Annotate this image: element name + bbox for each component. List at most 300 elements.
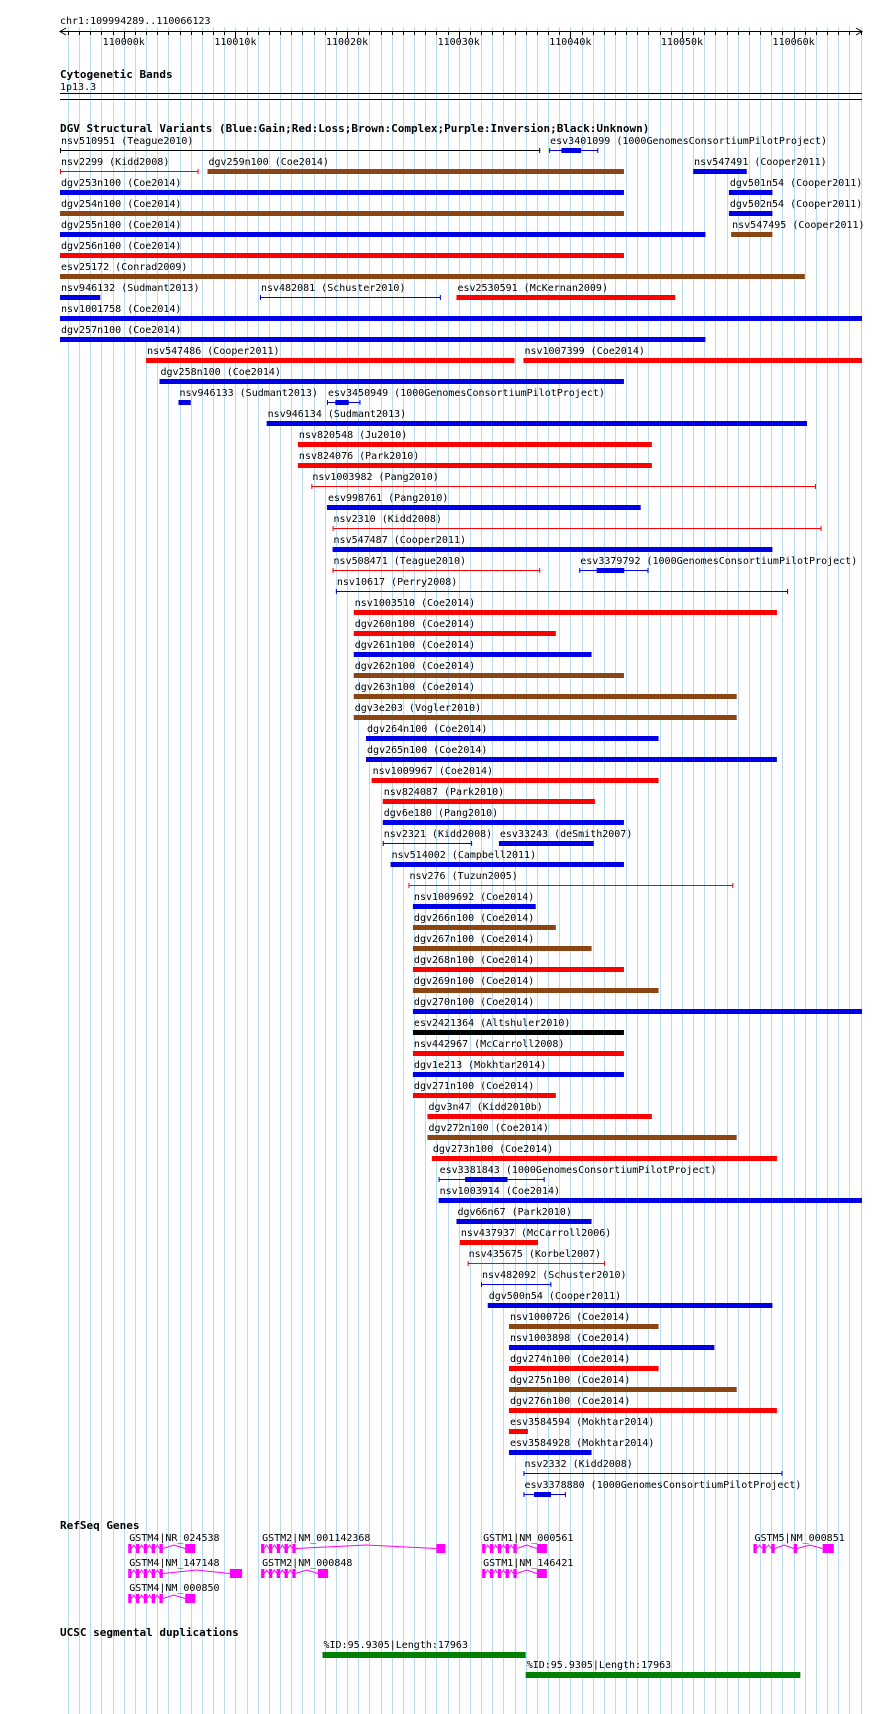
variant-label: dgv261n100 (Coe2014) bbox=[354, 640, 476, 651]
variant-label: nsv437937 (McCarroll2006) bbox=[460, 1228, 612, 1239]
gene-exon bbox=[185, 1544, 195, 1553]
variant-bar bbox=[731, 232, 772, 237]
gene-label: GSTM2|NM_001142368 bbox=[262, 1533, 371, 1544]
variant-feature bbox=[333, 535, 773, 552]
variant-label: nsv547495 (Cooper2011) bbox=[732, 220, 865, 231]
variant-label: nsv2310 (Kidd2008) bbox=[333, 514, 442, 525]
variant-bar bbox=[366, 757, 777, 762]
variant-feature bbox=[60, 220, 705, 237]
variant-feature bbox=[383, 787, 595, 804]
gene-exon bbox=[506, 1544, 509, 1553]
gene-exon bbox=[292, 1544, 295, 1553]
variant-feature bbox=[333, 556, 541, 573]
variant-label: nsv1003982 (Pang2010) bbox=[312, 472, 439, 483]
variant-bar bbox=[298, 463, 652, 468]
variant-bar bbox=[456, 1219, 591, 1224]
gene-exon bbox=[144, 1594, 147, 1603]
variant-feature bbox=[488, 1291, 773, 1308]
variant-label: nsv547486 (Cooper2011) bbox=[147, 346, 280, 357]
gene-exon bbox=[277, 1569, 280, 1578]
gene-exon bbox=[762, 1544, 765, 1553]
gene-exon bbox=[498, 1544, 501, 1553]
gene-label: GSTM4|NM_147148 bbox=[129, 1558, 220, 1569]
variant-feature bbox=[509, 1333, 714, 1350]
variant-label: nsv547487 (Cooper2011) bbox=[333, 535, 466, 546]
variant-label: dgv3n47 (Kidd2010b) bbox=[428, 1102, 543, 1113]
variant-bar bbox=[413, 1009, 862, 1014]
variant-label: dgv276n100 (Coe2014) bbox=[509, 1396, 631, 1407]
variant-feature bbox=[413, 934, 592, 951]
variant-label: nsv10617 (Perry2008) bbox=[336, 577, 458, 588]
gene-intron bbox=[272, 1545, 276, 1549]
gene-exon bbox=[318, 1569, 328, 1578]
variant-bar bbox=[60, 316, 862, 321]
ruler-tick-label: 110060k bbox=[772, 37, 815, 48]
gene-intron bbox=[485, 1570, 489, 1574]
variant-label: esv33243 (deSmith2007) bbox=[499, 829, 633, 840]
variant-label: dgv265n100 (Coe2014) bbox=[367, 745, 488, 756]
variant-bar bbox=[509, 1429, 528, 1434]
variant-label: dgv3e203 (Vogler2010) bbox=[354, 703, 482, 714]
variant-feature bbox=[579, 556, 857, 573]
variant-bar bbox=[413, 946, 592, 951]
variant-bar bbox=[729, 190, 773, 195]
variant-label: nsv482081 (Schuster2010) bbox=[260, 283, 406, 294]
gene-feature bbox=[128, 1583, 219, 1603]
gene-exon bbox=[537, 1569, 547, 1578]
variant-feature bbox=[523, 1480, 801, 1497]
ruler-tick-label: 110010k bbox=[214, 37, 257, 48]
variant-bar bbox=[60, 253, 624, 258]
variant-label: nsv2299 (Kidd2008) bbox=[61, 157, 170, 168]
variant-bar bbox=[391, 862, 624, 867]
gene-intron bbox=[509, 1570, 513, 1574]
variant-label: nsv1003898 (Coe2014) bbox=[509, 1333, 631, 1344]
variant-label: nsv442967 (McCarroll2008) bbox=[413, 1039, 565, 1050]
variant-feature bbox=[60, 325, 705, 342]
variant-label: dgv264n100 (Coe2014) bbox=[367, 724, 488, 735]
gene-intron bbox=[163, 1545, 185, 1549]
segdup-label: %ID:95.9305|Length:17963 bbox=[526, 1660, 672, 1671]
variant-feature bbox=[509, 1312, 659, 1329]
gene-exon bbox=[128, 1544, 131, 1553]
variant-feature bbox=[509, 1417, 655, 1434]
variant-feature bbox=[413, 913, 556, 930]
variant-label: nsv276 (Tuzun2005) bbox=[409, 871, 518, 882]
gene-intron bbox=[163, 1570, 230, 1574]
variant-label: dgv501n54 (Cooper2011) bbox=[729, 178, 863, 189]
variant-feature bbox=[267, 409, 807, 426]
variant-feature bbox=[509, 1354, 659, 1371]
variant-feature bbox=[311, 472, 816, 489]
segdup-label: %ID:95.9305|Length:17963 bbox=[323, 1640, 468, 1651]
variant-bar bbox=[488, 1303, 773, 1308]
gene-label: GSTM2|NM_000848 bbox=[262, 1558, 353, 1569]
variant-block bbox=[465, 1177, 507, 1182]
ruler-tick-label: 110020k bbox=[325, 37, 369, 48]
gene-feature bbox=[128, 1533, 219, 1553]
gene-intron bbox=[493, 1570, 497, 1574]
gene-label: GSTM1|NM_146421 bbox=[483, 1558, 574, 1569]
variant-bar bbox=[60, 295, 100, 300]
variant-label: nsv1009967 (Coe2014) bbox=[372, 766, 494, 777]
variant-bar bbox=[413, 925, 556, 930]
variant-label: esv2421364 (Altshuler2010) bbox=[413, 1018, 571, 1029]
gene-exon bbox=[513, 1544, 516, 1553]
gene-exon bbox=[261, 1569, 264, 1578]
variant-label: esv3378880 (1000GenomesConsortiumPilotProject) bbox=[524, 1480, 802, 1491]
variant-label: esv998761 (Pang2010) bbox=[327, 493, 449, 504]
variant-bar bbox=[354, 652, 592, 657]
variant-bar bbox=[693, 169, 747, 174]
variant-bar bbox=[427, 1114, 651, 1119]
variant-bar bbox=[60, 211, 624, 216]
gene-feature bbox=[261, 1558, 352, 1578]
gene-exon bbox=[136, 1594, 139, 1603]
gene-exon bbox=[506, 1569, 509, 1578]
variant-feature bbox=[354, 619, 556, 636]
variant-feature bbox=[391, 850, 624, 867]
variant-label: dgv272n100 (Coe2014) bbox=[428, 1123, 549, 1134]
variant-label: nsv482092 (Schuster2010) bbox=[482, 1270, 627, 1281]
variant-label: dgv66n67 (Park2010) bbox=[457, 1207, 572, 1218]
gene-exon bbox=[159, 1544, 162, 1553]
variant-bar bbox=[333, 547, 773, 552]
variant-bar bbox=[60, 232, 705, 237]
gene-exon bbox=[128, 1594, 131, 1603]
variant-label: nsv1007399 (Coe2014) bbox=[524, 346, 645, 357]
variant-feature bbox=[383, 829, 492, 846]
variant-bar bbox=[354, 715, 737, 720]
variant-bar bbox=[159, 379, 623, 384]
variant-feature bbox=[333, 514, 822, 531]
variant-feature bbox=[354, 703, 737, 720]
variant-label: dgv254n100 (Coe2014) bbox=[61, 199, 182, 210]
gene-exon bbox=[292, 1569, 295, 1578]
variant-bar bbox=[509, 1408, 777, 1413]
variant-bar bbox=[383, 820, 624, 825]
variant-feature bbox=[60, 136, 540, 153]
gene-exon bbox=[136, 1544, 139, 1553]
variant-label: nsv508471 (Teague2010) bbox=[333, 556, 466, 567]
variant-feature bbox=[523, 1459, 782, 1476]
gene-exon bbox=[144, 1569, 147, 1578]
variant-label: dgv6e180 (Pang2010) bbox=[383, 808, 499, 819]
variant-block bbox=[534, 1492, 551, 1497]
gene-intron bbox=[272, 1570, 276, 1574]
variant-label: dgv259n100 (Coe2014) bbox=[208, 157, 329, 168]
variant-bar bbox=[146, 358, 514, 363]
segdup-features bbox=[322, 1640, 800, 1678]
gene-intron bbox=[485, 1545, 489, 1549]
variant-label: esv3584928 (Mokhtar2014) bbox=[509, 1438, 655, 1449]
variant-feature bbox=[60, 199, 624, 216]
gene-exon bbox=[285, 1569, 288, 1578]
gene-intron bbox=[139, 1570, 143, 1574]
variant-bar bbox=[207, 169, 623, 174]
variant-bar bbox=[298, 442, 652, 447]
variant-feature bbox=[60, 304, 862, 321]
gene-intron bbox=[797, 1545, 823, 1549]
variant-block bbox=[597, 568, 625, 573]
variant-block bbox=[561, 148, 581, 153]
variant-label: nsv1003510 (Coe2014) bbox=[354, 598, 476, 609]
variant-feature bbox=[549, 136, 827, 153]
variant-bar bbox=[413, 1093, 556, 1098]
variant-label: nsv824076 (Park2010) bbox=[298, 451, 420, 462]
variant-label: nsv946132 (Sudmant2013) bbox=[61, 283, 200, 294]
cytoband-label: 1p13.3 bbox=[60, 82, 97, 93]
variant-bar bbox=[413, 967, 624, 972]
variant-label: dgv273n100 (Coe2014) bbox=[432, 1144, 554, 1155]
variant-label: dgv255n100 (Coe2014) bbox=[61, 220, 182, 231]
variant-feature bbox=[366, 724, 659, 741]
variant-label: nsv435675 (Korbel2007) bbox=[468, 1249, 602, 1260]
gene-intron bbox=[296, 1545, 437, 1549]
variant-label: dgv1e213 (Mokhtar2014) bbox=[413, 1060, 547, 1071]
gene-exon bbox=[753, 1544, 756, 1553]
variant-feature bbox=[456, 283, 675, 300]
gene-exon bbox=[152, 1594, 155, 1603]
gene-exon bbox=[159, 1569, 162, 1578]
gene-exon bbox=[152, 1569, 155, 1578]
variant-label: dgv263n100 (Coe2014) bbox=[354, 682, 476, 693]
variant-feature bbox=[427, 1102, 651, 1119]
variant-bar bbox=[432, 1156, 777, 1161]
gene-intron bbox=[264, 1570, 268, 1574]
variant-feature bbox=[207, 157, 623, 174]
variant-feature bbox=[354, 640, 592, 657]
variant-label: dgv500n54 (Cooper2011) bbox=[488, 1291, 622, 1302]
variant-bar bbox=[729, 211, 773, 216]
variant-label: dgv262n100 (Coe2014) bbox=[354, 661, 476, 672]
variant-feature bbox=[413, 1081, 556, 1098]
variant-bar bbox=[60, 190, 624, 195]
variant-label: dgv270n100 (Coe2014) bbox=[413, 997, 535, 1008]
variant-bar bbox=[60, 337, 705, 342]
variant-feature bbox=[159, 367, 623, 384]
gene-label: GSTM5|NM_000851 bbox=[754, 1533, 845, 1544]
variant-label: nsv514002 (Campbell2011) bbox=[391, 850, 537, 861]
variant-label: nsv2321 (Kidd2008) bbox=[383, 829, 493, 840]
variant-bar bbox=[509, 1366, 659, 1371]
variant-feature bbox=[413, 976, 659, 993]
gene-intron bbox=[147, 1545, 151, 1549]
variant-feature bbox=[439, 1186, 862, 1203]
gene-exon bbox=[136, 1569, 139, 1578]
variant-feature bbox=[499, 829, 632, 846]
variant-label: dgv256n100 (Coe2014) bbox=[61, 241, 182, 252]
variant-bar bbox=[413, 988, 659, 993]
variant-bar bbox=[456, 295, 675, 300]
variant-label: esv2530591 (McKernan2009) bbox=[457, 283, 608, 294]
variant-bar bbox=[509, 1345, 714, 1350]
refseq-track-title: RefSeq Genes bbox=[60, 1519, 140, 1532]
gene-intron bbox=[139, 1595, 143, 1599]
gene-exon bbox=[490, 1569, 493, 1578]
variant-feature bbox=[60, 283, 199, 300]
variant-label: dgv275n100 (Coe2014) bbox=[509, 1375, 631, 1386]
variant-bar bbox=[427, 1135, 736, 1140]
segdup-track-title: UCSC segmental duplications bbox=[60, 1626, 239, 1639]
gene-exon bbox=[794, 1544, 797, 1553]
ruler-range-label: chr1:109994289..110066123 bbox=[60, 16, 211, 27]
variant-feature bbox=[729, 199, 862, 216]
variant-bar bbox=[372, 778, 659, 783]
ruler-tick-label: 110000k bbox=[102, 37, 145, 48]
gene-intron bbox=[775, 1545, 794, 1549]
variant-feature bbox=[413, 1018, 624, 1035]
variant-label: nsv824087 (Park2010) bbox=[383, 787, 505, 798]
variant-feature bbox=[523, 346, 862, 363]
gene-exon bbox=[185, 1594, 195, 1603]
variant-feature bbox=[60, 178, 624, 195]
variant-label: nsv510951 (Teague2010) bbox=[61, 136, 194, 147]
variant-label: esv3379792 (1000GenomesConsortiumPilotProject) bbox=[580, 556, 858, 567]
variant-feature bbox=[468, 1249, 605, 1266]
variant-label: dgv274n100 (Coe2014) bbox=[509, 1354, 631, 1365]
gene-label: GSTM1|NM_000561 bbox=[483, 1533, 574, 1544]
variant-label: dgv269n100 (Coe2014) bbox=[413, 976, 535, 987]
variant-bar bbox=[413, 1072, 624, 1077]
variant-feature bbox=[298, 430, 652, 447]
variant-feature bbox=[509, 1438, 655, 1455]
variant-label: dgv258n100 (Coe2014) bbox=[160, 367, 281, 378]
variant-label: dgv257n100 (Coe2014) bbox=[61, 325, 182, 336]
variant-feature bbox=[60, 241, 624, 258]
gene-feature bbox=[128, 1558, 242, 1578]
variant-feature bbox=[354, 682, 737, 699]
variant-feature bbox=[413, 892, 536, 909]
variant-label: esv25172 (Conrad2009) bbox=[61, 262, 188, 273]
variant-label: nsv946133 (Sudmant2013) bbox=[179, 388, 318, 399]
variant-bar bbox=[354, 694, 737, 699]
gene-exon bbox=[482, 1569, 485, 1578]
variant-label: nsv2332 (Kidd2008) bbox=[524, 1459, 633, 1470]
variant-bar bbox=[354, 631, 556, 636]
gene-exon bbox=[490, 1544, 493, 1553]
gene-exon bbox=[144, 1544, 147, 1553]
variant-bar bbox=[383, 799, 595, 804]
variant-label: dgv268n100 (Coe2014) bbox=[413, 955, 535, 966]
segdup-track bbox=[60, 1626, 800, 1678]
ruler-tick-label: 110050k bbox=[660, 37, 704, 48]
variant-label: esv3381843 (1000GenomesConsortiumPilotProject) bbox=[439, 1165, 717, 1176]
variant-feature bbox=[354, 661, 624, 678]
gene-exon bbox=[537, 1544, 547, 1553]
variant-feature bbox=[413, 955, 624, 972]
gene-feature bbox=[261, 1533, 445, 1553]
gene-feature bbox=[753, 1533, 844, 1553]
variant-feature bbox=[509, 1375, 737, 1392]
variant-bar bbox=[327, 505, 641, 510]
gene-intron bbox=[264, 1545, 268, 1549]
gene-exon bbox=[261, 1544, 264, 1553]
variant-bar bbox=[460, 1240, 538, 1245]
gene-label: GSTM4|NM_000850 bbox=[129, 1583, 220, 1594]
gene-exon bbox=[771, 1544, 774, 1553]
gene-exon bbox=[269, 1569, 272, 1578]
variant-bar bbox=[413, 904, 536, 909]
gene-intron bbox=[163, 1595, 185, 1599]
segdup-bar bbox=[526, 1672, 801, 1678]
ruler-tick-label: 110040k bbox=[549, 37, 592, 48]
variant-feature bbox=[260, 283, 441, 300]
segdup-feature bbox=[526, 1660, 801, 1678]
variant-bar bbox=[267, 421, 807, 426]
gene-intron bbox=[757, 1545, 763, 1549]
variant-feature bbox=[354, 598, 777, 615]
gene-exon bbox=[513, 1569, 516, 1578]
variant-bar bbox=[354, 673, 624, 678]
variant-feature bbox=[693, 157, 826, 174]
gene-exon bbox=[230, 1569, 242, 1578]
variant-label: dgv260n100 (Coe2014) bbox=[354, 619, 476, 630]
gene-exon bbox=[277, 1544, 280, 1553]
variant-label: dgv267n100 (Coe2014) bbox=[413, 934, 535, 945]
variant-feature bbox=[327, 388, 605, 405]
gene-exon bbox=[152, 1544, 155, 1553]
variant-feature bbox=[731, 220, 864, 237]
gene-exon bbox=[269, 1544, 272, 1553]
dgv-track-title: DGV Structural Variants (Blue:Gain;Red:Loss;Brown:Complex;Purple:Inversion;Black:Unknown) bbox=[60, 122, 650, 135]
variant-bar bbox=[413, 1051, 624, 1056]
variant-feature bbox=[509, 1396, 777, 1413]
variant-label: nsv1009692 (Coe2014) bbox=[413, 892, 535, 903]
variant-label: dgv253n100 (Coe2014) bbox=[61, 178, 182, 189]
gene-intron bbox=[493, 1545, 497, 1549]
variant-feature bbox=[60, 157, 199, 174]
variant-label: nsv1001758 (Coe2014) bbox=[61, 304, 182, 315]
cytoband-track-title: Cytogenetic Bands bbox=[60, 68, 173, 81]
gene-exon bbox=[128, 1569, 131, 1578]
variant-feature bbox=[336, 577, 788, 594]
gene-intron bbox=[509, 1545, 513, 1549]
gene-exon bbox=[823, 1544, 834, 1553]
variant-feature bbox=[298, 451, 652, 468]
variant-feature bbox=[729, 178, 862, 195]
gene-label: GSTM4|NR_024538 bbox=[129, 1533, 220, 1544]
segdup-feature bbox=[322, 1640, 525, 1658]
variant-label: esv3584594 (Mokhtar2014) bbox=[509, 1417, 655, 1428]
variant-feature bbox=[460, 1228, 612, 1245]
variant-bar bbox=[509, 1324, 659, 1329]
variant-label: nsv547491 (Cooper2011) bbox=[694, 157, 827, 168]
variant-feature bbox=[413, 1060, 624, 1077]
gene-exon bbox=[159, 1594, 162, 1603]
variant-label: nsv820548 (Ju2010) bbox=[298, 430, 408, 441]
gene-intron bbox=[147, 1595, 151, 1599]
variant-bar bbox=[413, 1030, 624, 1035]
variant-bar bbox=[523, 358, 862, 363]
variant-feature bbox=[456, 1207, 591, 1224]
gene-intron bbox=[766, 1545, 772, 1549]
variant-label: esv3401099 (1000GenomesConsortiumPilotProject) bbox=[550, 136, 828, 147]
variant-bar bbox=[178, 400, 190, 405]
variant-block bbox=[335, 400, 348, 405]
variant-label: dgv502n54 (Cooper2011) bbox=[729, 199, 863, 210]
variant-feature bbox=[178, 388, 317, 405]
variant-label: nsv1003914 (Coe2014) bbox=[439, 1186, 561, 1197]
variant-label: dgv271n100 (Coe2014) bbox=[413, 1081, 535, 1092]
variant-label: nsv1000726 (Coe2014) bbox=[509, 1312, 631, 1323]
gene-intron bbox=[139, 1545, 143, 1549]
variant-feature bbox=[439, 1165, 717, 1182]
segdup-bar bbox=[322, 1652, 525, 1658]
gene-exon bbox=[498, 1569, 501, 1578]
variant-bar bbox=[60, 274, 805, 279]
variant-label: esv3450949 (1000GenomesConsortiumPilotProject) bbox=[327, 388, 605, 399]
